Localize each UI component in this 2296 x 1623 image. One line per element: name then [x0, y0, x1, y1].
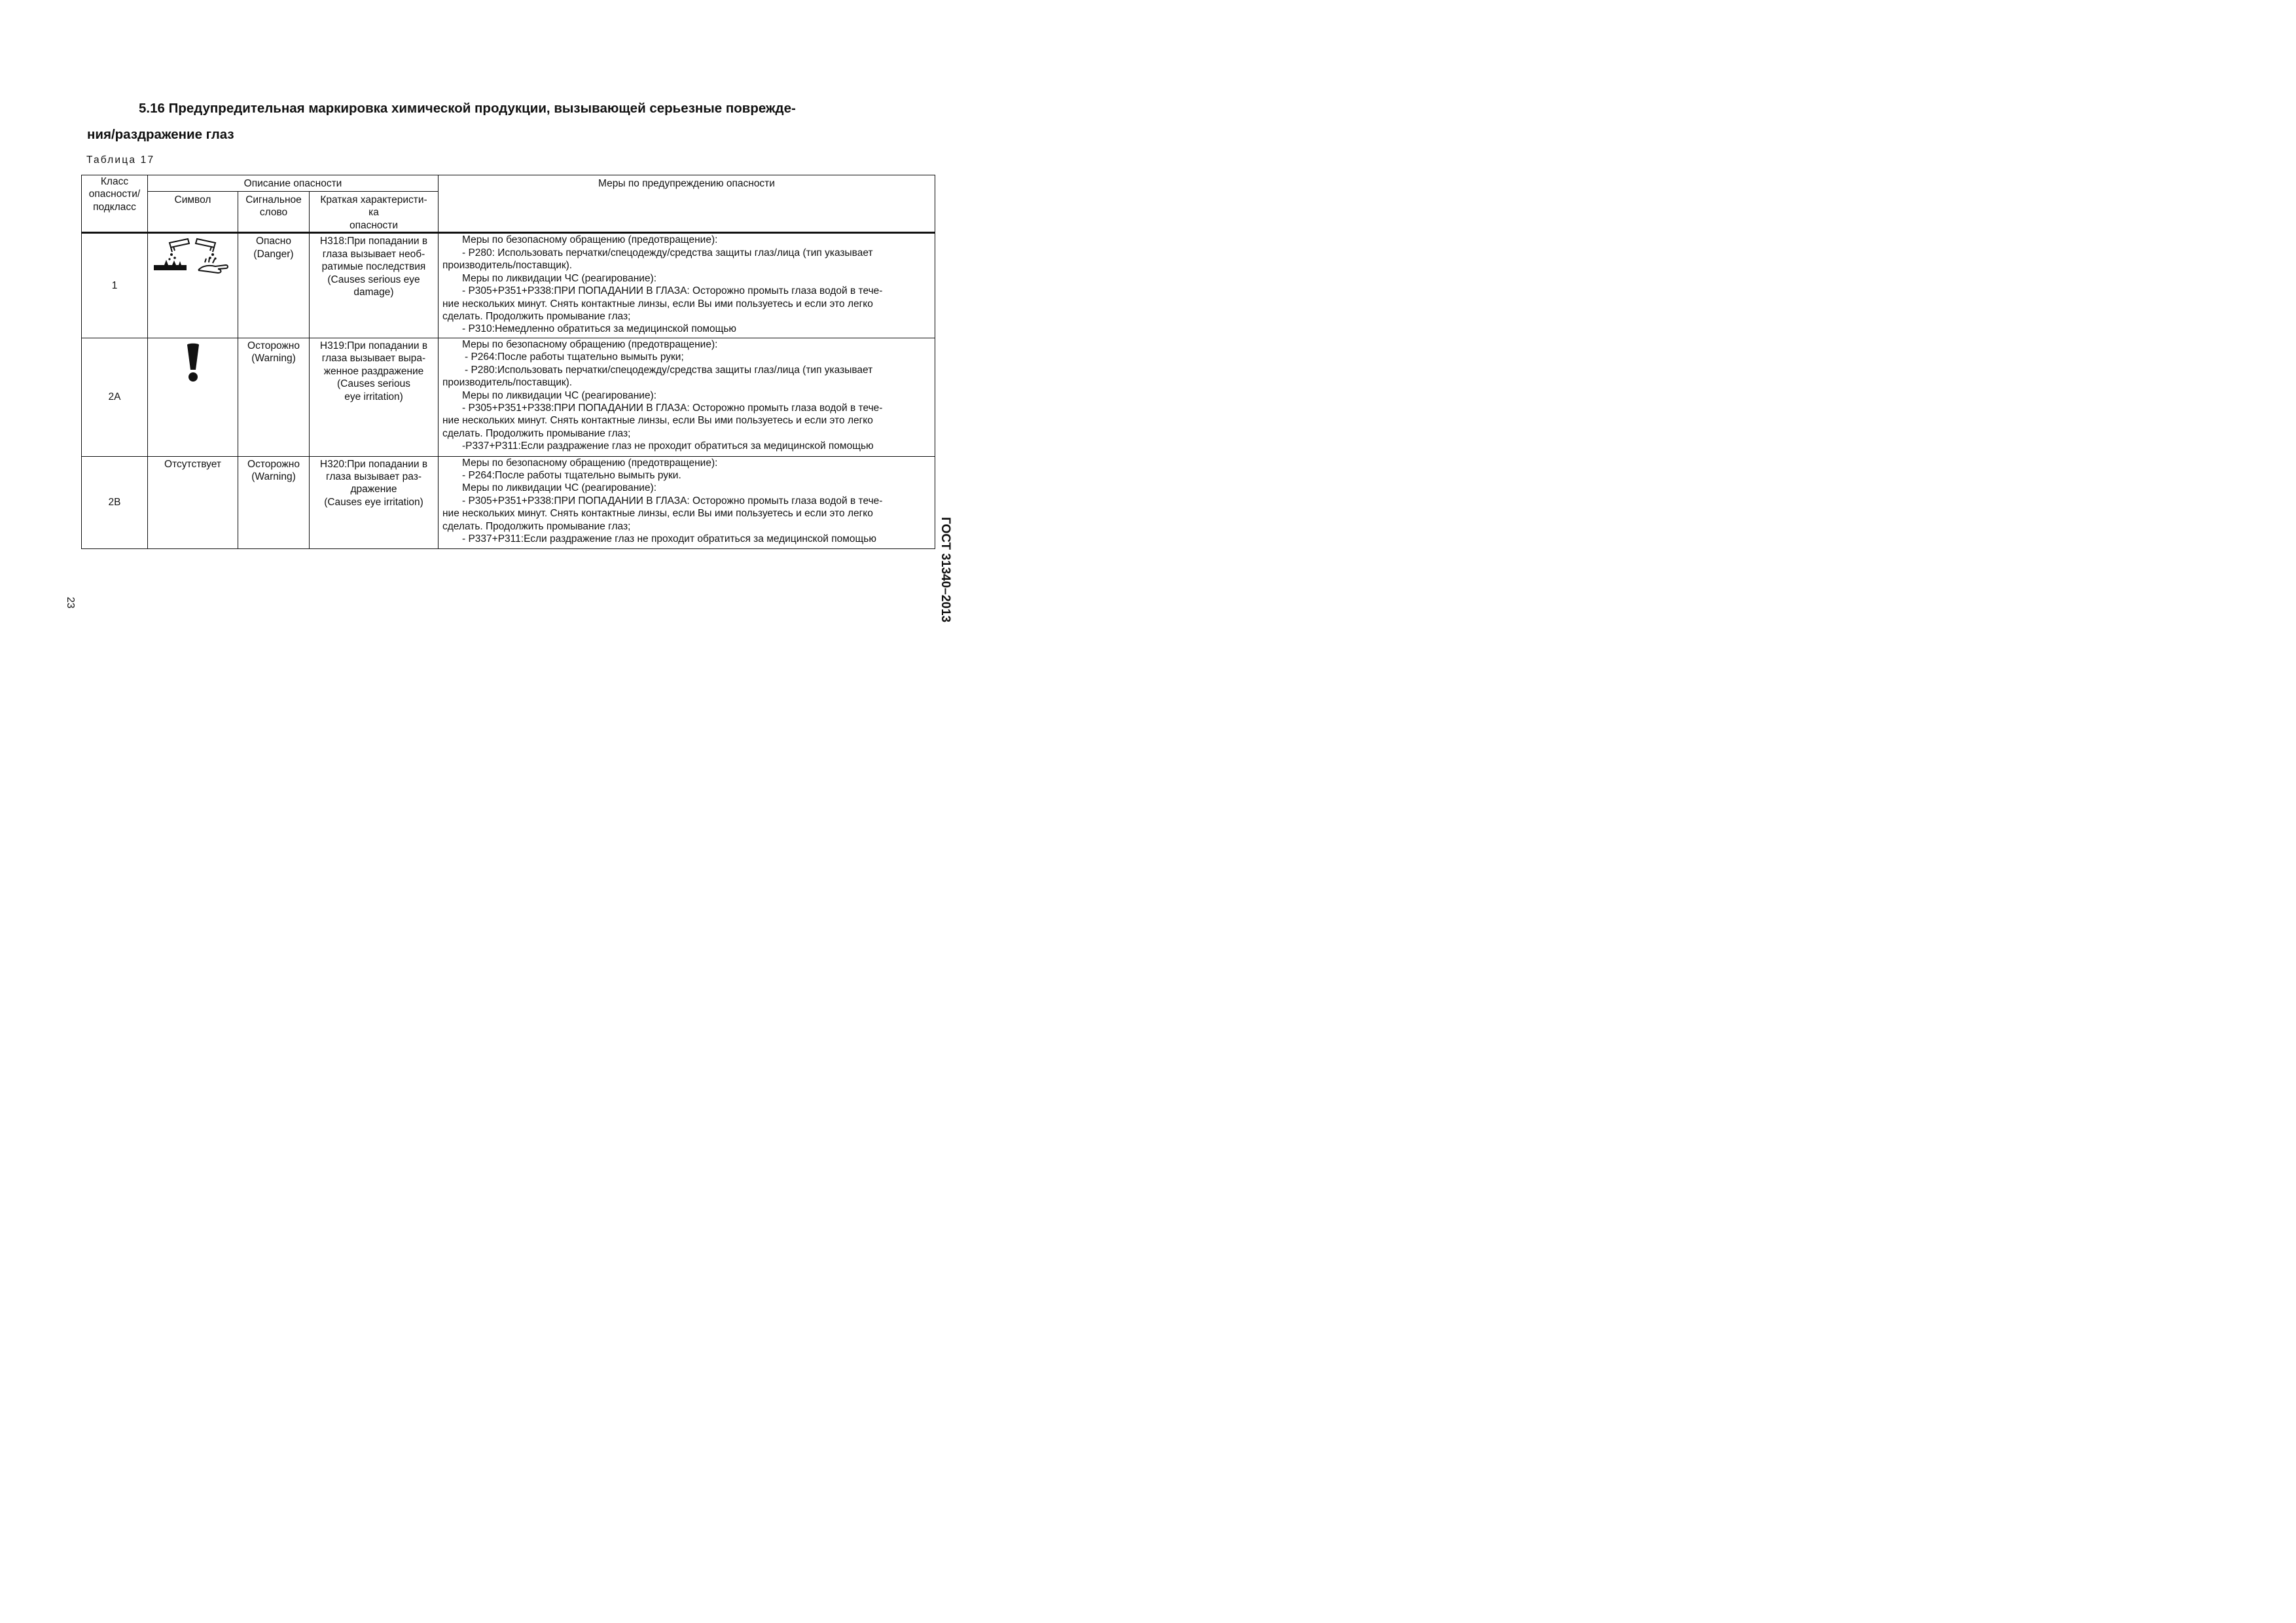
header-class-line: опасности/: [88, 188, 141, 200]
measure-line: - P305+P351+P338:ПРИ ПОПАДАНИИ В ГЛАЗА: Осторожно промыть глаза водой в тече-: [462, 495, 883, 507]
measure-line: ние нескольких минут. Снять контактные линзы, если Вы ими пользуетесь и если это легко: [442, 508, 873, 520]
header-signal-line: Сигнальное: [245, 194, 302, 206]
standard-code: ГОСТ 31340–2013: [939, 517, 952, 623]
signal-word-cell: [238, 338, 310, 456]
measure-line: - P310:Немедленно обратиться за медицинской помощью: [462, 323, 737, 335]
measure-line: сделать. Продолжить промывание глаз;: [442, 520, 631, 532]
brief-line: женное раздражение: [323, 365, 424, 377]
measure-line: -P337+P311:Если раздражение глаз не проходит обратиться за медицинской помощью: [462, 440, 874, 452]
header-class-line: Класс: [100, 176, 129, 187]
measure-line: Меры по ликвидации ЧС (реагирование):: [462, 389, 657, 401]
measure-line: Меры по ликвидации ЧС (реагирование):: [462, 482, 657, 494]
brief-line: H319:При попадании в: [319, 340, 428, 351]
table-label: Таблица 17: [86, 154, 155, 166]
table-row: [82, 456, 935, 548]
header-class: [82, 175, 148, 233]
table-row: [82, 338, 935, 456]
exclamation-mark-pictogram-icon: [183, 342, 203, 383]
brief-cell: [310, 233, 439, 338]
header-brief-line: ка: [368, 207, 379, 219]
signal-word: Осторожно: [247, 458, 300, 470]
hazard-class-cell: 2B: [82, 456, 148, 548]
signal-word-cell: [238, 233, 310, 338]
symbol-cell: [148, 338, 238, 456]
brief-line: ратимые последствия: [321, 261, 426, 273]
brief-cell: [310, 456, 439, 548]
hazard-class-cell: 1: [82, 233, 148, 338]
brief-line: (Causes serious eye: [327, 274, 420, 285]
table-row: [82, 233, 935, 338]
header-brief-line: Краткая характеристи-: [320, 194, 427, 206]
symbol-cell: Отсутствует: [148, 456, 238, 548]
signal-word: Осторожно: [247, 340, 300, 351]
brief-line: H320:При попадании в: [319, 458, 428, 470]
header-symbol: Символ: [148, 192, 238, 233]
measure-line: - P264:После работы тщательно вымыть руки;: [465, 351, 684, 363]
heading-line-2: ния/раздражение глаз: [87, 127, 234, 142]
hazard-class-cell: 2A: [82, 338, 148, 456]
header-measures: Меры по предупреждению опасности: [439, 175, 935, 233]
measure-line: - P337+P311:Если раздражение глаз не проходит обратиться за медицинской помощью: [462, 533, 876, 544]
header-brief-line: опасности: [349, 219, 399, 231]
header-class-line: подкласс: [93, 201, 136, 213]
brief-line: eye irritation): [344, 391, 403, 402]
measure-line: Меры по безопасному обращению (предотвращение):: [462, 338, 718, 350]
measures-cell: [439, 456, 935, 548]
measure-line: сделать. Продолжить промывание глаз;: [442, 427, 631, 439]
header-description-group: Описание опасности: [148, 175, 439, 192]
measure-line: - P280: Использовать перчатки/спецодежду/средства защиты глаз/лица (тип указывает: [462, 247, 873, 259]
brief-line: damage): [353, 287, 394, 298]
corrosion-pictogram-icon: [150, 238, 232, 277]
brief-line: глаза вызывает раз-: [326, 471, 422, 482]
measure-line: - P280:Использовать перчатки/спецодежду/средства защиты глаз/лица (тип указывает: [465, 364, 873, 376]
hazard-table: [81, 175, 935, 549]
measure-line: сделать. Продолжить промывание глаз;: [442, 310, 631, 322]
measure-line: ние нескольких минут. Снять контактные линзы, если Вы ими пользуетесь и если это легко: [442, 415, 873, 427]
measure-line: производитель/поставщик).: [442, 377, 573, 389]
brief-line: дражение: [350, 484, 397, 495]
measure-line: Меры по безопасному обращению (предотвращение):: [462, 234, 718, 246]
brief-cell: [310, 338, 439, 456]
signal-word-en: (Warning): [251, 471, 296, 482]
measure-line: - P305+P351+P338:ПРИ ПОПАДАНИИ В ГЛАЗА: Осторожно промыть глаза водой в тече-: [462, 402, 883, 414]
symbol-cell: [148, 233, 238, 338]
signal-word: Опасно: [255, 236, 291, 247]
brief-line: (Causes serious: [337, 378, 410, 390]
measure-line: - P305+P351+P338:ПРИ ПОПАДАНИИ В ГЛАЗА: Осторожно промыть глаза водой в тече-: [462, 285, 883, 297]
header-signal-line: слово: [259, 207, 288, 219]
header-brief: [310, 192, 439, 233]
brief-line: глаза вызывает выра-: [321, 353, 426, 365]
measure-line: - P264:После работы тщательно вымыть руки.: [462, 469, 681, 481]
signal-word-en: (Warning): [251, 353, 296, 365]
header-signal-word: [238, 192, 310, 233]
measures-cell: [439, 338, 935, 456]
page-number: 23: [65, 597, 76, 609]
measure-line: ние нескольких минут. Снять контактные линзы, если Вы ими пользуетесь и если это легко: [442, 298, 873, 310]
heading-line-1: 5.16 Предупредительная маркировка химической продукции, вызывающей серьезные поврежде-: [139, 101, 796, 116]
measure-line: производитель/поставщик).: [442, 260, 573, 272]
brief-line: H318:При попадании в: [319, 236, 428, 247]
header-row-1: [82, 175, 935, 192]
brief-line: (Causes eye irritation): [324, 496, 423, 508]
signal-word-cell: [238, 456, 310, 548]
section-heading: [87, 96, 899, 148]
measures-cell: [439, 233, 935, 338]
measure-line: Меры по безопасному обращению (предотвращение):: [462, 457, 718, 469]
measure-line: Меры по ликвидации ЧС (реагирование):: [462, 272, 657, 284]
signal-word-en: (Danger): [253, 248, 294, 260]
brief-line: глаза вызывает необ-: [322, 248, 425, 260]
